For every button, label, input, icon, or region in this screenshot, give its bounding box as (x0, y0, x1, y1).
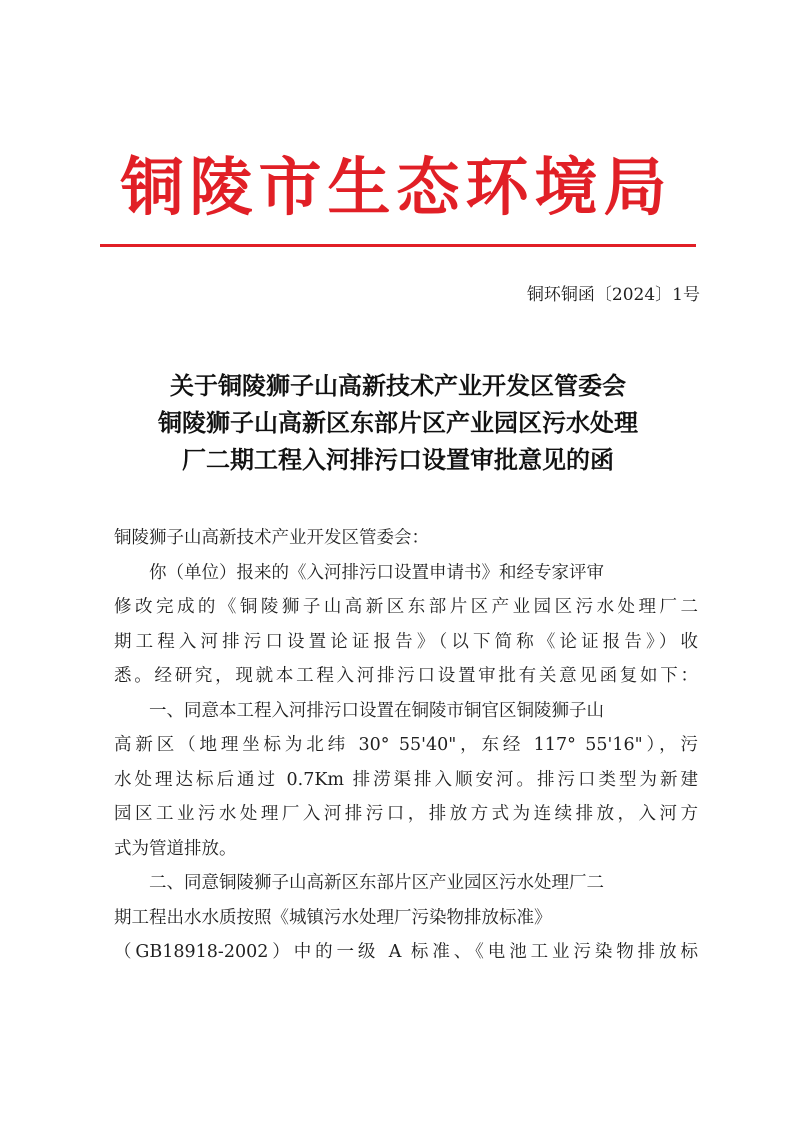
document-number: 铜环铜函〔2024〕1号 (526, 285, 700, 305)
paragraph-intro-line: 悉。经研究，现就本工程入河排污口设置审批有关意见函复如下： (114, 666, 698, 686)
paragraph-item-2-line: 期工程出水水质按照《城镇污水处理厂污染物排放标准》 (114, 907, 552, 928)
paragraph-intro-line: 期工程入河排污口设置论证报告》（以下简称《论证报告》）收 (114, 631, 698, 652)
paragraph-item-1-line: 高新区（地理坐标为北纬 30° 55'40"，东经 117° 55'16"），污 (114, 735, 698, 755)
paragraph-item-1-line: 式为管道排放。 (114, 838, 237, 859)
paragraph-item-1-line: 一、同意本工程入河排污口设置在铜陵市铜官区铜陵狮子山 (149, 700, 604, 721)
paragraph-item-2-line: 二、同意铜陵狮子山高新区东部片区产业园区污水处理厂二 (149, 873, 604, 893)
paragraph-item-1-line: 水处理达标后通过 0.7Km 排涝渠排入顺安河。排污口类型为新建 (114, 769, 698, 790)
title-line-3: 厂二期工程入河排污口设置审批意见的函 (182, 446, 614, 474)
title-line-1: 关于铜陵狮子山高新技术产业开发区管委会 (170, 372, 626, 400)
addressee: 铜陵狮子山高新技术产业开发区管委会： (114, 528, 429, 548)
title-line-2: 铜陵狮子山高新区东部片区产业园区污水处理 (158, 409, 638, 437)
red-divider-line (100, 244, 696, 247)
paragraph-intro-line: 修改完成的《铜陵狮子山高新区东部片区产业园区污水处理厂二 (114, 597, 698, 617)
letter-body (114, 521, 698, 970)
paragraph-item-1-line: 园区工业污水处理厂入河排污口，排放方式为连续排放，入河方 (114, 804, 698, 824)
agency-masthead: 铜陵市生态环境局 (120, 151, 673, 224)
paragraph-intro-line: 你（单位）报来的《入河排污口设置申请书》和经专家评审 (149, 562, 604, 583)
paragraph-item-2-line: （GB18918-2002）中的一级 A 标准、《电池工业污染物排放标 (114, 942, 698, 962)
document-title (100, 368, 696, 479)
